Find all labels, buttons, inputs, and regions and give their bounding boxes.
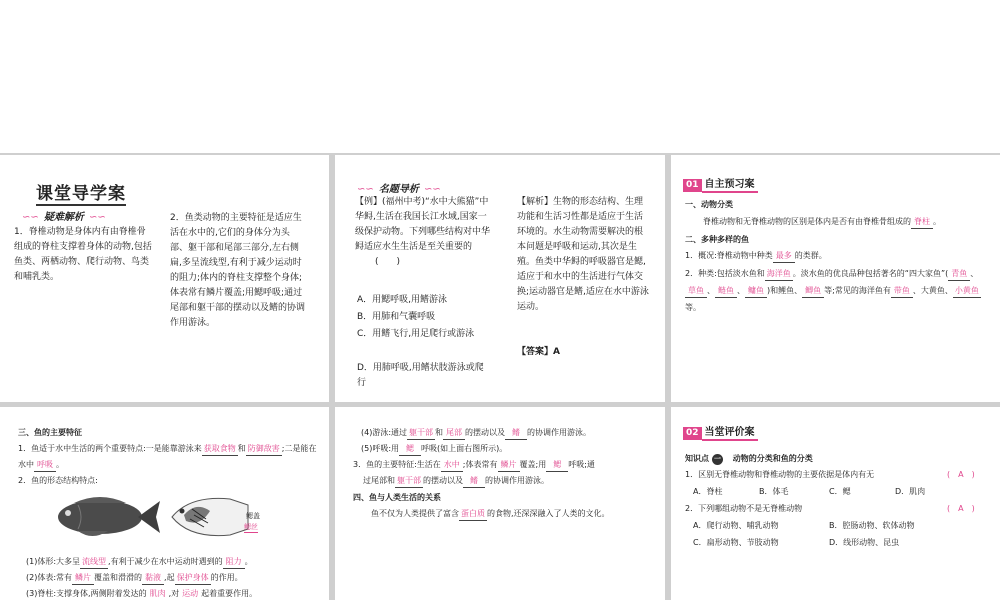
fish-q2: 2．种类:包括淡水鱼和 海洋鱼 。淡水鱼的优良品种包括著名的“四大家鱼”( 青鱼 、草鱼 、 鲢鱼 、 鳙鱼 )和鲤鱼、 鲫鱼 等;常见的海洋鱼有 带鱼 、大黄鱼、 小黄鱼等。 xyxy=(685,269,979,312)
line-text: ,起 xyxy=(164,573,175,582)
option-a: A．用鳃呼吸,用鳍游泳 xyxy=(357,295,448,305)
blank-answer: 海洋鱼 xyxy=(765,268,793,281)
blank-answer: 鳙鱼 xyxy=(745,285,767,298)
fish-gill-diagram xyxy=(170,491,250,543)
answer-paren: ( ) xyxy=(375,257,401,267)
feature-breathing xyxy=(361,441,507,457)
line-text: 和 xyxy=(237,444,246,453)
wave-deco-icon: ∽∽ xyxy=(88,212,106,223)
answer-text: 【答案】A xyxy=(517,347,560,357)
page-title: 课堂导学案 xyxy=(36,179,126,206)
blank-answer: 肌肉 xyxy=(147,588,169,600)
line-text: 3．鱼的主要特征:生活在 xyxy=(353,460,441,469)
main-features-q3-cont xyxy=(363,473,549,489)
analysis-para-2: 2．鱼类动物的主要特征是适应生活在水中的,它们的身体分为头部、躯干部和尾部三部分,左右侧扁,多呈流线型,有利于减少运动时的阻力;体内的脊柱支撑整个身体;体表常有鳞片覆盖;用鳃呼吸;通过尾部和躯干部的摆动以及鳍的协调作用游泳。 xyxy=(170,213,306,328)
line-text: 的摆动以及 xyxy=(465,428,506,437)
blank-answer: 鳞片 xyxy=(498,459,520,472)
line-text: 过尾部和 xyxy=(363,476,395,485)
blank-answer: 躯干部 xyxy=(395,475,423,488)
line-text: 鱼不仅为人类提供了富含 xyxy=(371,509,459,518)
section-number: 01 xyxy=(683,179,702,192)
feature-body-shape xyxy=(26,554,253,570)
line-text: (5)呼吸:用 xyxy=(361,444,400,453)
blank-answer: 鳞片 xyxy=(72,572,94,585)
blank-answer: 鳍 xyxy=(463,475,485,488)
section-title: 自主预习案 xyxy=(702,178,758,193)
subtitle-banner xyxy=(22,205,106,224)
option-d: D．用肺呼吸,用鳍状肢游泳或爬行 xyxy=(357,363,484,388)
line-text: 等;常见的海洋鱼有 xyxy=(824,286,891,295)
line-text: 。 xyxy=(56,460,64,469)
fish-q1 xyxy=(685,248,827,264)
blank-answer: 尾部 xyxy=(443,427,465,440)
subheading-fish: 二、多种多样的鱼 xyxy=(685,235,749,244)
line-text: (4)游泳:通过 xyxy=(361,428,408,437)
gill-filament-label: 鳃丝 xyxy=(244,523,258,531)
analysis-text: 【解析】生物的形态结构、生理功能和生活习性都是适应于生活环境的。水生动物需要解决的根本问题是呼吸和运动,其次是生殖。鱼类中华鲟的呼吸器官是鳃,适应于和水中的生活进行气体交换;运动器官是鳍,适应在水中游泳运动。 xyxy=(517,197,649,312)
blank-answer: 黏液 xyxy=(142,572,164,585)
eval-q1-option-a: A．脊柱 xyxy=(693,487,723,496)
knowledge-point-title: 动物的分类和鱼的分类 xyxy=(732,454,813,463)
line-text: 的作用。 xyxy=(210,573,243,582)
subheading-classification: 一、动物分类 xyxy=(685,200,733,209)
wave-deco-icon: ∽∽ xyxy=(22,212,39,223)
blank-answer: 鲢鱼 xyxy=(715,285,737,298)
blank-answer: 阻力 xyxy=(223,556,245,569)
wave-deco-icon: ∽∽ xyxy=(423,184,441,195)
blank-answer: 鳃 xyxy=(399,443,421,456)
blank-answer: 获取食物 xyxy=(202,443,238,456)
line-text: 脊椎动物和无脊椎动物的区别是体内是否有由脊椎骨组成的 xyxy=(703,217,911,226)
feature-spine xyxy=(26,586,257,600)
features-q1 xyxy=(18,441,318,473)
line-text: 的类群。 xyxy=(794,251,827,260)
knowledge-point-label: 知识点 xyxy=(685,454,709,463)
blank-answer: 草鱼 xyxy=(685,285,707,298)
line-text: ;体表常有 xyxy=(462,460,498,469)
line-text: 的协调作用游泳。 xyxy=(485,476,549,485)
line-text: 的摆动以及 xyxy=(423,476,463,485)
blank-answer: 最多 xyxy=(773,250,795,263)
eval-q1-option-d: D．肌肉 xyxy=(895,487,926,496)
eval-q2: 2．下列哪组动物不是无脊椎动物 xyxy=(685,504,803,513)
feature-body-surface xyxy=(26,570,243,586)
line-text: 的食物,还深深融入了人类的文化。 xyxy=(487,509,610,518)
line-text: 1．鱼适于水中生活的两个重要特点:一是能靠游泳来 xyxy=(18,444,202,453)
eval-q2-option-a: A．爬行动物、哺乳动物 xyxy=(693,521,779,530)
panel-fish-features xyxy=(0,407,329,600)
blank-answer: 带鱼 xyxy=(891,285,913,298)
blank-answer: 脊柱 xyxy=(911,216,933,229)
line-text: 和 xyxy=(435,428,444,437)
section-title: 名题导析 xyxy=(378,184,419,195)
blank-answer: 躯干部 xyxy=(407,427,435,440)
line-text: (2)体表:常有 xyxy=(26,573,73,582)
subtitle-label: 疑难解析 xyxy=(43,212,84,223)
panel-difficulty-analysis xyxy=(0,155,329,402)
subheading-features: 三、鱼的主要特征 xyxy=(18,428,82,437)
eval-q1-option-b: B．体毛 xyxy=(759,487,789,496)
line-text: (3)脊柱:支撑身体,两侧附着发达的 xyxy=(26,589,147,598)
line-text: )和鲤鱼、 xyxy=(767,286,803,295)
line-text: 、大黄鱼、 xyxy=(912,286,953,295)
section-number: 02 xyxy=(683,427,702,440)
blank-answer: 蛋白质 xyxy=(459,508,487,521)
option-c: C．用鳍飞行,用足爬行或游泳 xyxy=(357,329,475,339)
line-text: 。淡水鱼的优良品种包括著名的“四大家鱼”( xyxy=(792,269,949,278)
line-text: 等。 xyxy=(685,303,701,312)
panel-fish-features-cont xyxy=(335,407,665,600)
eval-q2-answer: ( A ) xyxy=(947,504,975,513)
line-text: 呼吸;通 xyxy=(568,460,595,469)
line-text: 。 xyxy=(244,557,253,566)
example-text: 【例】(福州中考)“水中大熊猫”中华鲟,生活在我国长江水域,国家一级保护动物。下列哪些结构对中华鲟适应水生生活是至关重要的 xyxy=(355,197,491,252)
line-text: 覆盖;用 xyxy=(519,460,547,469)
knowledge-point-number: 一 xyxy=(714,455,721,463)
section-title: 当堂评价案 xyxy=(702,426,758,441)
line-text: 1．概况:脊椎动物中种类 xyxy=(685,251,773,260)
analysis-para-1: 1．脊椎动物是身体内有由脊椎骨组成的脊柱支撑着身体的动物,包括鱼类、两栖动物、爬行动物、鸟类和哺乳类。 xyxy=(14,227,152,282)
section-banner xyxy=(357,177,441,196)
blank-answer: 鳃 xyxy=(546,459,568,472)
eval-q1: 1．区别无脊椎动物和脊椎动物的主要依据是体内有无 xyxy=(685,470,875,479)
blank-answer: 防御敌害 xyxy=(246,443,282,456)
features-q2: 2．鱼的形态结构特点: xyxy=(18,476,98,485)
classification-line: 脊椎动物和无脊椎动物的区别是体内是否有由脊椎骨组成的 脊柱 。 xyxy=(703,214,941,230)
blank-answer: 流线型 xyxy=(80,556,108,569)
blank-answer: 保护身体 xyxy=(175,572,211,585)
fish-illustration xyxy=(52,491,162,543)
section-header xyxy=(683,427,758,440)
blank-answer: 呼吸 xyxy=(34,459,56,472)
line-text: 2．种类:包括淡水鱼和 xyxy=(685,269,765,278)
line-text: 覆盖和滑滑的 xyxy=(94,573,143,582)
knowledge-point xyxy=(685,451,813,467)
feature-swimming xyxy=(361,425,591,441)
gill-cover-label: 鳃盖 xyxy=(246,512,260,520)
line-text: (1)体形:大多呈 xyxy=(26,557,81,566)
eval-q1-option-c: C．鳃 xyxy=(829,487,851,496)
eval-q2-option-b: B．腔肠动物、软体动物 xyxy=(829,521,915,530)
line-text: ;二是能在水中 xyxy=(18,444,317,469)
blank-answer: 运动 xyxy=(179,588,201,600)
eval-q2-option-c: C．扁形动物、节肢动物 xyxy=(693,538,779,547)
subheading-fish-and-humans: 四、鱼与人类生活的关系 xyxy=(353,493,441,502)
panel-class-evaluation xyxy=(671,407,1000,600)
section-header xyxy=(683,179,758,192)
line-text: ,对 xyxy=(168,589,180,598)
line-text: 呼吸(如上面右图所示)。 xyxy=(421,444,508,453)
blank-answer: 水中 xyxy=(441,459,463,472)
blank-answer: 小黄鱼 xyxy=(953,285,981,298)
line-text: 的协调作用游泳。 xyxy=(527,428,592,437)
blank-answer: 鳍 xyxy=(505,427,527,440)
main-features-q3 xyxy=(353,457,657,473)
eval-q1-answer: ( A ) xyxy=(947,470,975,479)
panel-example-analysis xyxy=(335,155,665,402)
line-text: 起着重要作用。 xyxy=(201,589,258,598)
wave-deco-icon: ∽∽ xyxy=(357,184,374,195)
option-b: B．用肺和气囊呼吸 xyxy=(357,312,436,322)
fish-humans-line xyxy=(371,506,610,522)
blank-answer: 青鱼 xyxy=(948,268,970,281)
blank-answer: 鲫鱼 xyxy=(802,285,824,298)
eval-q2-option-d: D．线形动物、昆虫 xyxy=(829,538,900,547)
example-question xyxy=(355,195,493,270)
panel-preview-study xyxy=(671,155,1000,402)
page-grid xyxy=(0,153,1000,600)
line-text: ,有利于减少在水中运动时遇到的 xyxy=(108,557,223,566)
